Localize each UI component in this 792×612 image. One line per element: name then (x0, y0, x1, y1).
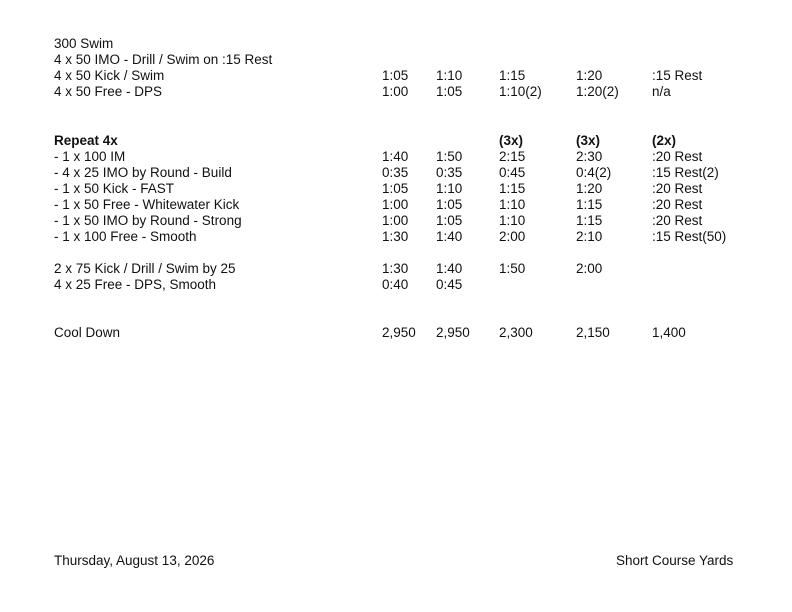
interval-lane-4: 1:20 (576, 68, 603, 83)
workout-row (0, 213, 792, 229)
set-description: 4 x 50 Kick / Swim (54, 68, 165, 83)
cool-down-row (0, 325, 792, 341)
interval-lane-1: 1:00 (382, 197, 409, 212)
interval-lane-1: 1:40 (382, 149, 409, 164)
footer-date: Thursday, August 13, 2026 (54, 553, 215, 568)
set-description: 300 Swim (54, 36, 114, 51)
set-description: 4 x 25 Free - DPS, Smooth (54, 277, 217, 292)
workout-row (0, 165, 792, 181)
interval-lane-3: 1:10(2) (499, 84, 542, 99)
interval-lane-2: 1:50 (436, 149, 463, 164)
interval-lane-1: 0:35 (382, 165, 409, 180)
set-description: Repeat 4x (54, 133, 118, 148)
interval-lane-2: 1:05 (436, 84, 463, 99)
interval-lane-3: 1:10 (499, 213, 526, 228)
interval-lane-5: n/a (652, 84, 671, 99)
interval-lane-1: 1:05 (382, 68, 409, 83)
set-description: 4 x 50 IMO - Drill / Swim on :15 Rest (54, 52, 273, 67)
interval-lane-2: 0:35 (436, 165, 463, 180)
workout-row (0, 52, 792, 68)
set-description: - 1 x 50 Free - Whitewater Kick (54, 197, 240, 212)
interval-lane-1: 1:30 (382, 261, 409, 276)
interval-lane-2: 1:10 (436, 68, 463, 83)
set-description: - 1 x 50 IMO by Round - Strong (54, 213, 242, 228)
interval-lane-1: 1:00 (382, 213, 409, 228)
total-lane-5: 1,400 (652, 325, 686, 340)
interval-lane-5: :15 Rest(50) (652, 229, 727, 244)
interval-lane-4: 2:10 (576, 229, 603, 244)
interval-lane-4: 1:15 (576, 213, 603, 228)
workout-row (0, 181, 792, 197)
set-description: 4 x 50 Free - DPS (54, 84, 163, 99)
interval-lane-1: 1:00 (382, 84, 409, 99)
total-lane-1: 2,950 (382, 325, 416, 340)
workout-row (0, 261, 792, 277)
interval-lane-1: 1:30 (382, 229, 409, 244)
interval-lane-5: :15 Rest(2) (652, 165, 719, 180)
interval-lane-3: 2:00 (499, 229, 526, 244)
interval-lane-5: :20 Rest (652, 181, 703, 196)
interval-lane-2: 1:05 (436, 213, 463, 228)
repeat-count-lane-5: (2x) (652, 133, 677, 148)
interval-lane-4: 0:4(2) (576, 165, 612, 180)
interval-lane-4: 1:15 (576, 197, 603, 212)
interval-lane-3: 0:45 (499, 165, 526, 180)
repeat-count-lane-3: (3x) (499, 133, 524, 148)
total-lane-3: 2,300 (499, 325, 533, 340)
set-description: - 1 x 100 Free - Smooth (54, 229, 197, 244)
set-description: - 1 x 50 Kick - FAST (54, 181, 175, 196)
interval-lane-5: :20 Rest (652, 213, 703, 228)
interval-lane-1: 0:40 (382, 277, 409, 292)
interval-lane-2: 0:45 (436, 277, 463, 292)
total-lane-4: 2,150 (576, 325, 610, 340)
workout-row (0, 229, 792, 245)
interval-lane-3: 1:15 (499, 68, 526, 83)
interval-lane-2: 1:40 (436, 261, 463, 276)
interval-lane-3: 1:15 (499, 181, 526, 196)
interval-lane-5: :15 Rest (652, 68, 703, 83)
workout-row (0, 84, 792, 100)
repeat-count-lane-4: (3x) (576, 133, 601, 148)
set-description: Cool Down (54, 325, 121, 340)
interval-lane-3: 2:15 (499, 149, 526, 164)
interval-lane-5: :20 Rest (652, 197, 703, 212)
total-lane-2: 2,950 (436, 325, 470, 340)
set-description: - 4 x 25 IMO by Round - Build (54, 165, 232, 180)
interval-lane-2: 1:10 (436, 181, 463, 196)
interval-lane-1: 1:05 (382, 181, 409, 196)
interval-lane-4: 2:00 (576, 261, 603, 276)
interval-lane-4: 1:20 (576, 181, 603, 196)
interval-lane-2: 1:05 (436, 197, 463, 212)
workout-row (0, 36, 792, 52)
interval-lane-3: 1:50 (499, 261, 526, 276)
interval-lane-3: 1:10 (499, 197, 526, 212)
workout-row (0, 149, 792, 165)
interval-lane-4: 1:20(2) (576, 84, 619, 99)
workout-row (0, 68, 792, 84)
interval-lane-4: 2:30 (576, 149, 603, 164)
set-description: - 1 x 100 IM (54, 149, 126, 164)
workout-row (0, 277, 792, 293)
workout-row (0, 197, 792, 213)
repeat-header-row (0, 133, 792, 149)
interval-lane-2: 1:40 (436, 229, 463, 244)
footer-course-type: Short Course Yards (616, 553, 734, 568)
set-description: 2 x 75 Kick / Drill / Swim by 25 (54, 261, 236, 276)
interval-lane-5: :20 Rest (652, 149, 703, 164)
